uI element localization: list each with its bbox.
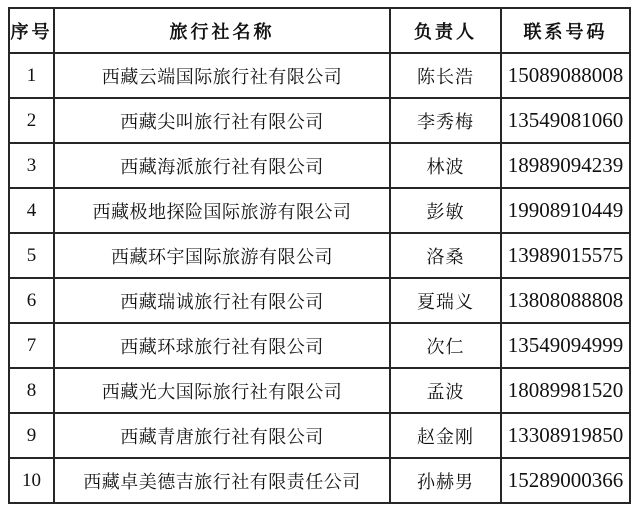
cell-contact-number: 19908910449 [501,188,630,233]
cell-person-in-charge: 彭敏 [390,188,501,233]
cell-serial-number: 9 [9,413,54,458]
cell-contact-number: 13308919850 [501,413,630,458]
cell-agency-name: 西藏卓美德吉旅行社有限责任公司 [54,458,390,503]
table-row [9,323,630,368]
table-row [9,233,630,278]
cell-contact-number: 13989015575 [501,233,630,278]
cell-person-in-charge: 赵金刚 [390,413,501,458]
table-row [9,278,630,323]
header-person-in-charge: 负责人 [390,8,501,53]
cell-agency-name: 西藏云端国际旅行社有限公司 [54,53,390,98]
cell-contact-number: 18089981520 [501,368,630,413]
cell-contact-number: 13549081060 [501,98,630,143]
table-row [9,143,630,188]
cell-agency-name: 西藏光大国际旅行社有限公司 [54,368,390,413]
cell-contact-number: 15289000366 [501,458,630,503]
header-contact-number: 联系号码 [501,8,630,53]
cell-contact-number: 13808088808 [501,278,630,323]
table-row [9,188,630,233]
cell-serial-number: 2 [9,98,54,143]
cell-person-in-charge: 洛桑 [390,233,501,278]
cell-agency-name: 西藏青唐旅行社有限公司 [54,413,390,458]
travel-agency-table [8,7,631,504]
cell-person-in-charge: 次仁 [390,323,501,368]
cell-serial-number: 8 [9,368,54,413]
table-row [9,458,630,503]
cell-serial-number: 10 [9,458,54,503]
cell-serial-number: 3 [9,143,54,188]
cell-agency-name: 西藏海派旅行社有限公司 [54,143,390,188]
table-row [9,98,630,143]
cell-agency-name: 西藏环球旅行社有限公司 [54,323,390,368]
cell-agency-name: 西藏瑞诚旅行社有限公司 [54,278,390,323]
header-serial-number: 序号 [9,8,54,53]
table-header-row [9,8,630,53]
header-agency-name: 旅行社名称 [54,8,390,53]
cell-person-in-charge: 孙赫男 [390,458,501,503]
cell-person-in-charge: 夏瑞义 [390,278,501,323]
cell-person-in-charge: 陈长浩 [390,53,501,98]
cell-contact-number: 18989094239 [501,143,630,188]
cell-person-in-charge: 林波 [390,143,501,188]
cell-serial-number: 5 [9,233,54,278]
table-row [9,53,630,98]
cell-person-in-charge: 李秀梅 [390,98,501,143]
cell-agency-name: 西藏尖叫旅行社有限公司 [54,98,390,143]
cell-serial-number: 7 [9,323,54,368]
cell-person-in-charge: 孟波 [390,368,501,413]
cell-contact-number: 15089088008 [501,53,630,98]
cell-contact-number: 13549094999 [501,323,630,368]
table-row [9,413,630,458]
cell-serial-number: 4 [9,188,54,233]
cell-agency-name: 西藏极地探险国际旅游有限公司 [54,188,390,233]
cell-agency-name: 西藏环宇国际旅游有限公司 [54,233,390,278]
table-row [9,368,630,413]
cell-serial-number: 6 [9,278,54,323]
cell-serial-number: 1 [9,53,54,98]
